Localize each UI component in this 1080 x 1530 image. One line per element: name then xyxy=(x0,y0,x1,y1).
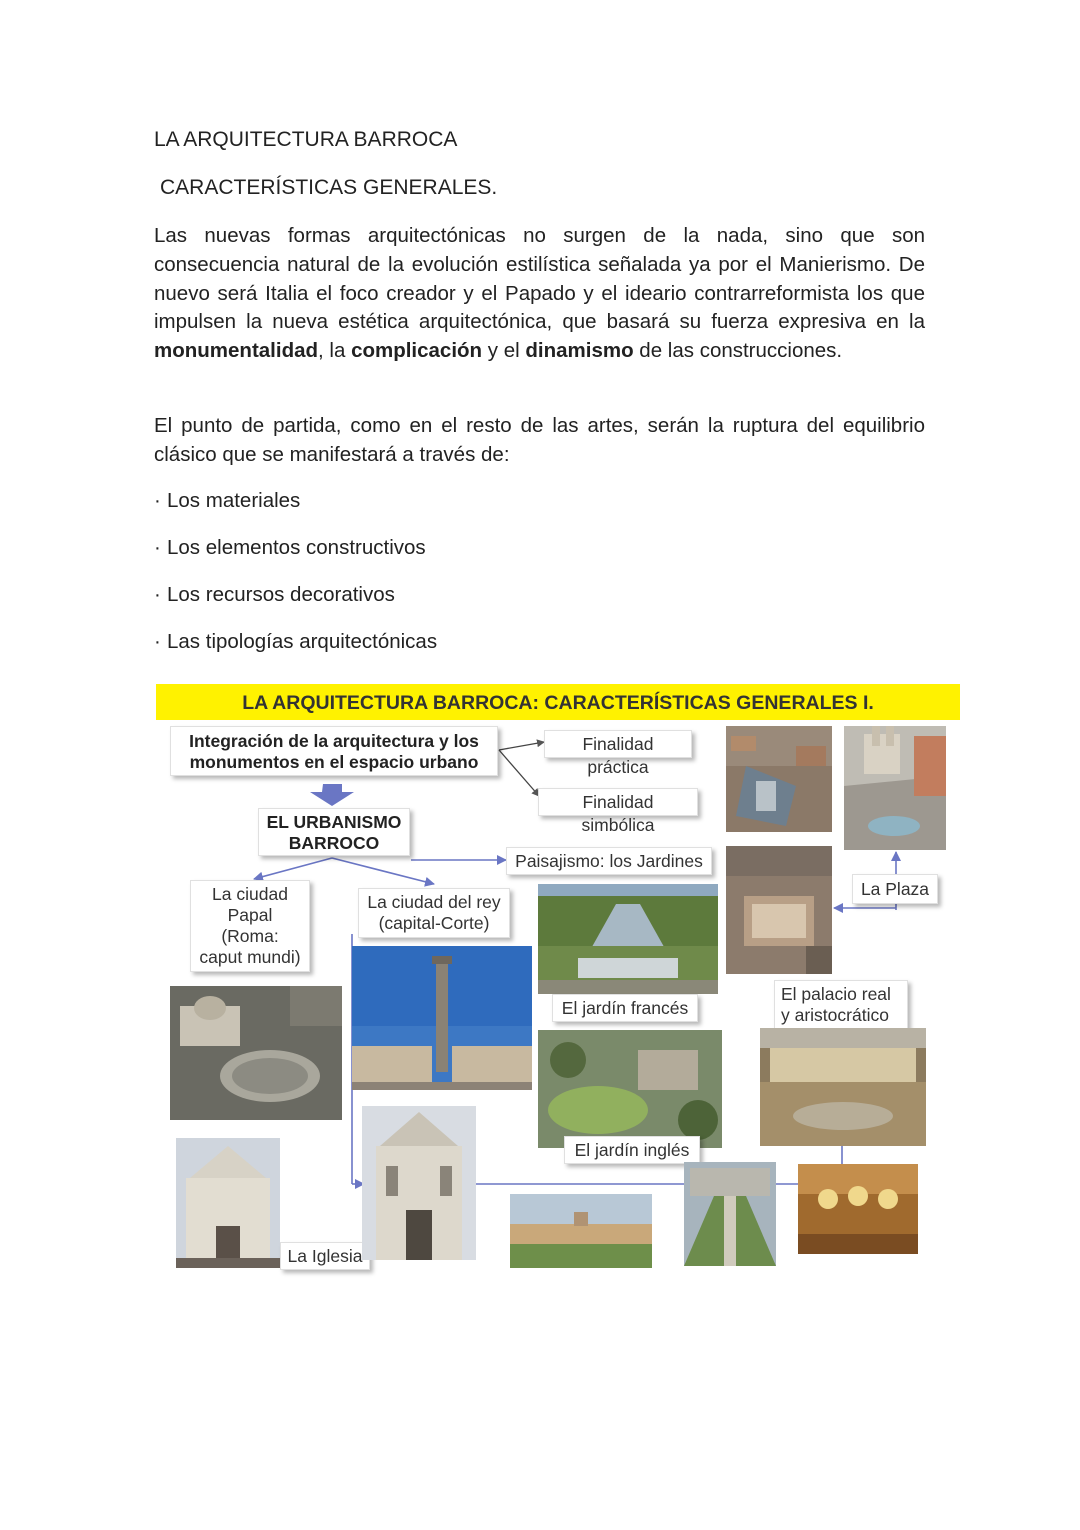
palacio-box: El palacio real y aristocrático xyxy=(774,980,908,1030)
photo-st-peters xyxy=(170,986,342,1120)
photo-versailles-garden xyxy=(538,884,718,994)
list-item: · Los elementos constructivos xyxy=(154,536,426,559)
photo-il-gesu xyxy=(176,1138,280,1268)
bold-monumentalidad: monumentalidad xyxy=(154,339,319,363)
jardin-ingles-box: El jardín inglés xyxy=(564,1136,700,1164)
ciudad-papal-box: La ciudad Papal (Roma: caput mundi) xyxy=(190,880,310,972)
bold-complicacion: complicación xyxy=(351,339,483,363)
urbanismo-box: EL URBANISMO BARROCO xyxy=(258,808,410,856)
photo-plaza-mayor xyxy=(726,846,832,974)
list-item: · Los recursos decorativos xyxy=(154,583,395,606)
photo-palace-garden-front xyxy=(510,1194,652,1268)
photo-aerial-plaza xyxy=(726,726,832,832)
photo-place-vendome xyxy=(352,946,532,1090)
plaza-box: La Plaza xyxy=(852,874,938,904)
paisajismo-box: Paisajismo: los Jardines xyxy=(506,847,712,875)
finalidad-simbolica-box: Finalidad simbólica xyxy=(538,788,698,816)
photo-palace-aerial xyxy=(684,1162,776,1266)
concept-diagram xyxy=(156,684,962,1274)
ciudad-rey-box: La ciudad del rey (capital-Corte) xyxy=(358,888,510,938)
page-title: LA ARQUITECTURA BARROCA xyxy=(154,128,458,151)
photo-versailles-palace xyxy=(760,1028,926,1146)
photo-hall-of-mirrors xyxy=(798,1164,918,1254)
bold-dinamismo: dinamismo xyxy=(525,339,634,363)
photo-spanish-steps xyxy=(844,726,946,850)
section-title: CARACTERÍSTICAS GENERALES. xyxy=(160,176,498,199)
intro-paragraph: Las nuevas formas arquitectónicas no surgen de la nada, sino que son consecuencia natural de la evolución estilística señalada ya por el Manierismo. De nuevo será Italia el foco creador y el Papado y el ideario contrarreformista los que impulsen la nueva estética arquitectónica, que basará su fuerza expresiva en la monumentalidad, la complicación y el dinamismo de las construcciones. xyxy=(154,224,925,363)
list-item: · Las tipologías arquitectónicas xyxy=(154,630,438,653)
photo-english-garden xyxy=(538,1030,722,1148)
photo-church-facade xyxy=(362,1106,476,1260)
finalidad-practica-box: Finalidad práctica xyxy=(544,730,692,758)
integration-box: Integración de la arquitectura y los monumentos en el espacio urbano xyxy=(170,726,498,776)
list-item: · Los materiales xyxy=(154,489,301,512)
jardin-frances-box: El jardín francés xyxy=(552,994,698,1022)
diagram-banner: LA ARQUITECTURA BARROCA: CARACTERÍSTICAS GENERALES I. xyxy=(156,684,960,720)
iglesia-box: La Iglesia xyxy=(280,1242,370,1270)
second-paragraph: El punto de partida, como en el resto de las artes, serán la ruptura del equilibrio clásico que se manifestará a través de: xyxy=(154,414,925,466)
